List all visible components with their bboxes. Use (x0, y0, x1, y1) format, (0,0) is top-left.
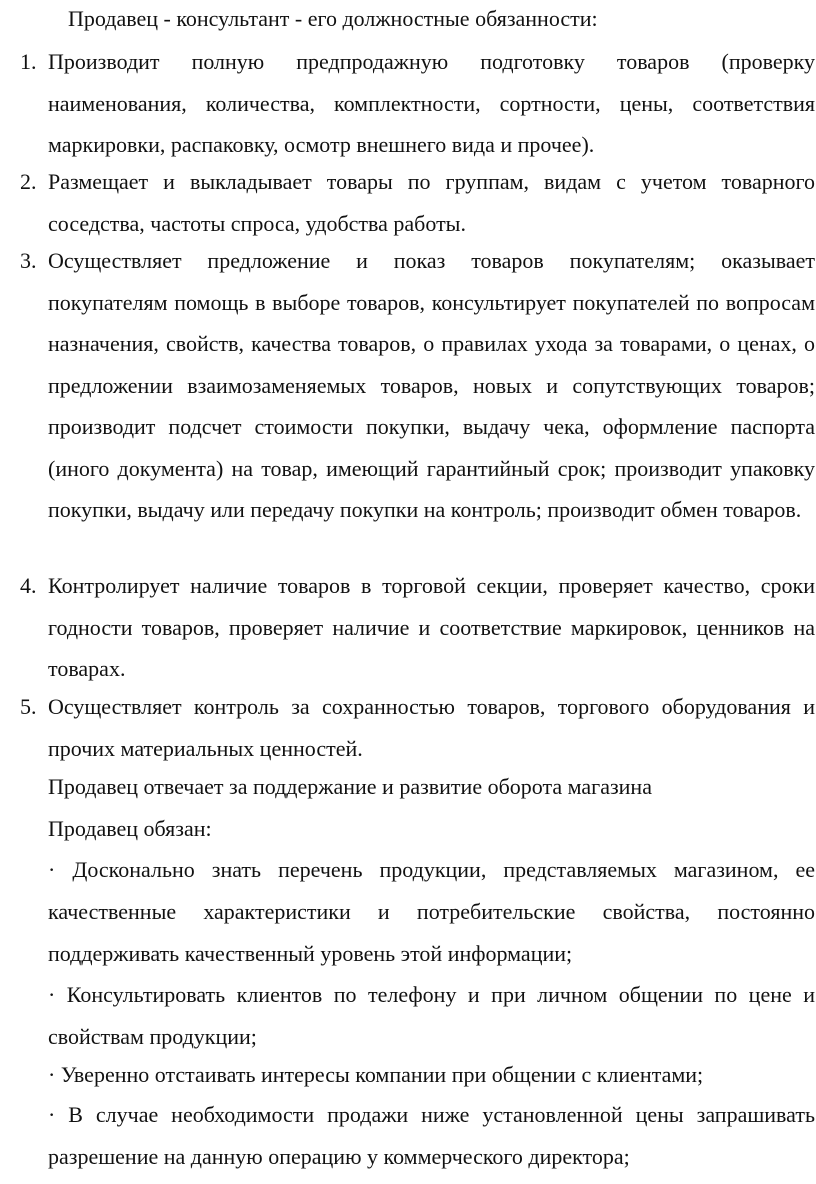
responsibility-line: Продавец отвечает за поддержание и развитие оборота магазина (48, 774, 652, 799)
obligation-item-4: · В случае необходимости продажи ниже установленной цены запрашивать разрешение на данную операцию у коммерческого директора; (48, 1102, 815, 1169)
obligation-item-2: · Консультировать клиентов по телефону и при личном общении по цене и свойствам продукции; (48, 982, 815, 1049)
duty-text: Осуществляет контроль за сохранностью товаров, торгового оборудования и прочих материальных ценностей. (48, 694, 815, 761)
duty-number: 2. (20, 169, 37, 194)
duty-text: Размещает и выкладывает товары по группам, видам с учетом товарного соседства, частоты спроса, удобства работы. (48, 169, 815, 236)
duty-number: 4. (20, 573, 37, 598)
duty-number: 5. (20, 694, 37, 719)
duty-number: 1. (20, 49, 37, 74)
obligation-item-3: · Уверенно отстаивать интересы компании при общении с клиентами; (48, 1062, 704, 1087)
duty-text: Контролирует наличие товаров в торговой секции, проверяет качество, сроки годности товаров, проверяет наличие и соответствие маркировок, ценников на товарах. (48, 573, 815, 681)
duty-text: Осуществляет предложение и показ товаров покупателям; оказывает покупателям помощь в выборе товаров, консультирует покупателей по вопросам назначения, свойств, качества товаров, о правилах ухода за товарами, о ценах, о предложении взаимозаменяемых товаров, новых и сопутствующих товаров; производит подсчет стоимости покупки, выдачу чека, оформление паспорта (иного документа) на товар, имеющий гарантийный срок; производит упаковку покупки, выдачу или передачу покупки на контроль; производит обмен товаров. (48, 248, 815, 522)
duty-text: Производит полную предпродажную подготовку товаров (проверку наименования, количества, комплектности, сортности, цены, соответствия маркировки, распаковку, осмотр внешнего вида и прочее). (48, 49, 815, 157)
duty-number: 3. (20, 248, 37, 273)
document-title: Продавец - консультант - его должностные обязанности: (68, 6, 598, 31)
obligation-item-1: · Досконально знать перечень продукции, представляемых магазином, ее качественные характеристики и потребительские свойства, постоянно поддерживать качественный уровень этой информации; (48, 857, 815, 966)
obliged-heading: Продавец обязан: (48, 816, 212, 841)
